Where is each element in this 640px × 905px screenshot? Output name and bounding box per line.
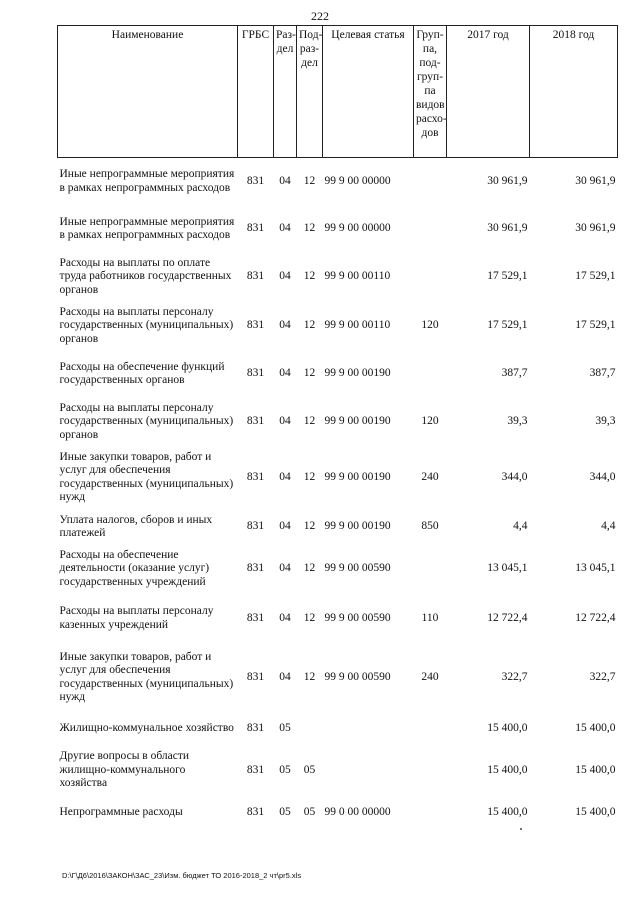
cell-y2017: 13 045,1: [487, 562, 528, 575]
cell-name: Иные непрограммные мероприятия в рамках непрограммных расходов: [59, 168, 235, 194]
table-row: [58, 711, 618, 747]
cell-celevaya: 99 9 00 00590: [324, 611, 391, 624]
cell-gruppa: [414, 158, 447, 206]
table-row: [58, 747, 618, 795]
cell-gruppa: 120: [421, 415, 439, 428]
header-razdel: Раз-дел: [274, 26, 297, 158]
cell-gruppa: [414, 253, 447, 302]
cell-podrazdel: 12: [303, 470, 316, 483]
cell-celevaya: 99 9 00 00190: [324, 367, 391, 380]
cell-y2017: 15 400,0: [487, 763, 528, 776]
cell-celevaya: 99 9 00 00190: [324, 520, 391, 533]
cell-grbs: 831: [246, 805, 265, 818]
cell-grbs: 831: [246, 470, 265, 483]
cell-gruppa: 240: [421, 670, 439, 683]
cell-y2018: 17 529,1: [575, 319, 616, 332]
cell-gruppa: [414, 711, 447, 747]
cell-gruppa: [414, 747, 447, 795]
cell-podrazdel: 12: [303, 611, 316, 624]
cell-y2018: 39,3: [595, 415, 616, 428]
cell-y2018: 344,0: [589, 470, 616, 483]
cell-gruppa: 110: [421, 611, 439, 624]
cell-celevaya: 99 9 00 00110: [324, 270, 391, 283]
cell-y2017: 322,7: [501, 670, 528, 683]
cell-razdel: 04: [279, 270, 291, 283]
cell-grbs: 831: [246, 270, 265, 283]
cell-gruppa: 120: [421, 319, 439, 332]
cell-y2017: 30 961,9: [487, 175, 528, 187]
cell-podrazdel: 05: [303, 763, 316, 776]
cell-name: Непрограммные расходы: [59, 805, 183, 818]
cell-celevaya: 99 9 00 00590: [324, 562, 391, 575]
table-row: [58, 795, 618, 831]
page-number: 222: [311, 9, 329, 23]
table-row: [58, 509, 618, 546]
cell-y2018: 30 961,9: [575, 222, 616, 235]
cell-razdel: 04: [279, 470, 291, 483]
cell-podrazdel: 12: [303, 270, 316, 283]
cell-y2017: 17 529,1: [487, 270, 528, 283]
cell-razdel: 04: [279, 367, 291, 380]
cell-grbs: 831: [246, 367, 265, 380]
cell-podrazdel: 12: [303, 367, 316, 380]
cell-grbs: 831: [246, 721, 265, 734]
cell-podrazdel: 05: [303, 805, 316, 818]
cell-celevaya: 99 9 00 00190: [324, 415, 391, 428]
cell-podrazdel: [297, 711, 323, 747]
cell-celevaya: 99 9 00 00190: [324, 470, 391, 483]
cell-y2018: 13 045,1: [575, 562, 616, 575]
cell-gruppa: [414, 546, 447, 593]
cell-y2017: 39,3: [507, 415, 528, 428]
cell-grbs: 831: [246, 319, 265, 332]
cell-name: Расходы на выплаты персоналу казенных учреждений: [59, 605, 214, 631]
table-row: [58, 302, 618, 351]
table-row: [58, 398, 618, 447]
cell-razdel: 05: [279, 805, 291, 818]
header-2018: 2018 год: [530, 26, 618, 158]
cell-podrazdel: 12: [303, 222, 316, 235]
cell-razdel: 04: [279, 415, 291, 428]
cell-y2017: 17 529,1: [487, 319, 528, 332]
header-grbs: ГРБС: [238, 26, 274, 158]
cell-y2017: 387,7: [501, 367, 528, 380]
table-row: [58, 351, 618, 398]
table-row: [58, 546, 618, 593]
header-2017: 2017 год: [447, 26, 530, 158]
cell-grbs: 831: [246, 562, 265, 575]
cell-y2018: 12 722,4: [575, 611, 616, 624]
cell-y2018: 15 400,0: [575, 805, 616, 818]
cell-name: Расходы на обеспечение функций государственных органов: [59, 360, 225, 386]
cell-name: Иные закупки товаров, работ и услуг для обеспечения государственных (муниципальных) нужд: [59, 450, 234, 503]
table-row: [58, 593, 618, 645]
cell-gruppa: [414, 795, 447, 831]
cell-name: Уплата налогов, сборов и иных платежей: [59, 513, 213, 539]
header-podrazdel: Под-раз-дел: [297, 26, 323, 158]
cell-y2018: 15 400,0: [575, 763, 616, 776]
header-celevaya: Целевая статья: [323, 26, 414, 158]
cell-razdel: 05: [279, 763, 291, 776]
table-row: [58, 645, 618, 711]
cell-y2017: 15 400,0: [487, 805, 528, 818]
cell-podrazdel: 12: [303, 319, 316, 332]
cell-y2018: 4,4: [601, 520, 616, 533]
cell-grbs: 831: [246, 175, 265, 187]
table-row: [58, 447, 618, 509]
cell-gruppa: [414, 206, 447, 253]
cell-celevaya: [323, 747, 414, 795]
cell-podrazdel: 12: [303, 562, 316, 575]
scan-speck: [520, 828, 522, 830]
cell-y2017: 12 722,4: [487, 611, 528, 624]
cell-celevaya: 99 9 00 00590: [324, 670, 391, 683]
cell-podrazdel: 12: [303, 415, 316, 428]
cell-celevaya: 99 0 00 00000: [324, 805, 391, 818]
cell-name: Жилищно-коммунальное хозяйство: [59, 721, 234, 734]
budget-table: [57, 25, 618, 831]
cell-name: Расходы на выплаты персоналу государственных (муниципальных) органов: [59, 401, 234, 441]
cell-y2018: 387,7: [589, 367, 616, 380]
cell-gruppa: 850: [421, 520, 439, 533]
cell-grbs: 831: [246, 670, 265, 683]
cell-name: Расходы на выплаты по оплате труда работников государственных органов: [59, 256, 232, 296]
cell-celevaya: 99 9 00 00110: [324, 319, 391, 332]
cell-razdel: 04: [279, 175, 291, 187]
cell-name: Другие вопросы в области жилищно-коммунального хозяйства: [59, 750, 190, 790]
cell-y2017: 30 961,9: [487, 222, 528, 235]
header-name: Наименование: [58, 26, 238, 158]
cell-celevaya: 99 9 00 00000: [324, 175, 391, 187]
cell-razdel: 04: [279, 319, 291, 332]
cell-razdel: 04: [279, 222, 291, 235]
cell-y2018: 30 961,9: [575, 175, 616, 187]
cell-razdel: 04: [279, 562, 291, 575]
cell-name: Расходы на выплаты персоналу государственных (муниципальных) органов: [59, 305, 234, 345]
cell-razdel: 05: [279, 721, 291, 734]
cell-y2018: 322,7: [589, 670, 616, 683]
cell-name: Иные непрограммные мероприятия в рамках непрограммных расходов: [59, 215, 235, 241]
cell-razdel: 04: [279, 670, 291, 683]
cell-razdel: 04: [279, 520, 291, 533]
cell-y2018: 15 400,0: [575, 721, 616, 734]
table-row: [58, 158, 618, 206]
cell-name: Расходы на обеспечение деятельности (оказание услуг) государственных учреждений: [59, 548, 210, 588]
cell-celevaya: 99 9 00 00000: [324, 222, 391, 235]
cell-grbs: 831: [246, 611, 265, 624]
cell-y2017: 344,0: [501, 470, 528, 483]
cell-grbs: 831: [246, 222, 265, 235]
cell-grbs: 831: [246, 763, 265, 776]
cell-podrazdel: 12: [303, 175, 316, 187]
cell-gruppa: [414, 351, 447, 398]
table-row: [58, 253, 618, 302]
table-header-row: [58, 26, 618, 158]
cell-podrazdel: 12: [303, 670, 316, 683]
cell-podrazdel: 12: [303, 520, 316, 533]
cell-gruppa: 240: [421, 470, 439, 483]
cell-y2017: 15 400,0: [487, 721, 528, 734]
cell-grbs: 831: [246, 415, 265, 428]
footer-file-path: D:\Г\Д6\2016\ЗАКОН\ЗАС_23\Изм. бюджет ТО 2016-2018_2 чт\pr5.xls: [62, 871, 302, 880]
header-gruppa: Груп-па, под-груп-па видов расхо-дов: [414, 26, 447, 158]
cell-celevaya: [323, 711, 414, 747]
cell-y2017: 4,4: [513, 520, 528, 533]
cell-name: Иные закупки товаров, работ и услуг для обеспечения государственных (муниципальных) нужд: [59, 650, 234, 703]
table-row: [58, 206, 618, 253]
cell-razdel: 04: [279, 611, 291, 624]
cell-y2018: 17 529,1: [575, 270, 616, 283]
cell-grbs: 831: [246, 520, 265, 533]
